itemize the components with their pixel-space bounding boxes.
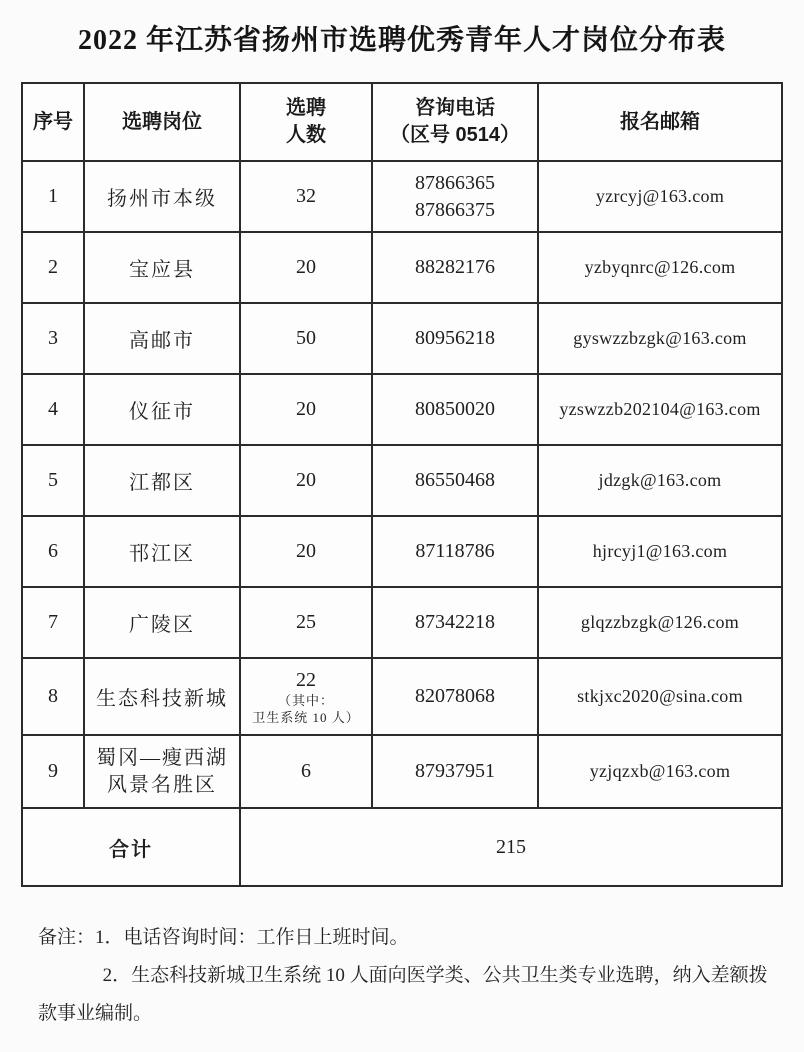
position-line: 风景名胜区 — [107, 773, 217, 796]
header-line: 选聘 — [286, 97, 326, 119]
phone-line: 87866365 — [415, 171, 495, 194]
header-line: 选聘岗位 — [122, 110, 202, 133]
header-line: 咨询电话 — [415, 97, 495, 119]
cell-phone: 82078068 — [372, 658, 538, 735]
cell-count: 20 — [240, 232, 372, 303]
cell-position: 高邮市 — [84, 303, 240, 374]
cell-count: 32 — [240, 161, 372, 232]
cell-email: hjrcyj1@163.com — [538, 516, 782, 587]
cell-position: 邗江区 — [84, 516, 240, 587]
table-row — [22, 735, 782, 808]
cell-no: 7 — [22, 587, 84, 658]
cell-no: 5 — [22, 445, 84, 516]
header-row — [22, 83, 782, 161]
cell-count: 20 — [240, 516, 372, 587]
table-row — [22, 516, 782, 587]
cell-no: 1 — [22, 161, 84, 232]
table-row — [22, 161, 782, 232]
cell-email: gyswzzbzgk@163.com — [538, 303, 782, 374]
count-value: 22 — [296, 668, 316, 691]
cell-count — [240, 658, 372, 735]
note-2: 2．生态科技新城卫生系统 10 人面向医学类、公共卫生类专业选聘，纳入差额拨款事业编制。 — [38, 965, 768, 1024]
cell-phone: 87118786 — [372, 516, 538, 587]
header-cell-no — [22, 83, 84, 161]
total-row — [22, 808, 782, 886]
cell-count: 20 — [240, 374, 372, 445]
cell-count: 25 — [240, 587, 372, 658]
cell-email: yzbyqnrc@126.com — [538, 232, 782, 303]
cell-phone — [372, 161, 538, 232]
notes — [38, 919, 770, 1033]
total-label: 合计 — [22, 808, 240, 886]
cell-email: yzswzzb202104@163.com — [538, 374, 782, 445]
count-note: 卫生系统 10 人） — [252, 709, 360, 725]
header-cell-position — [84, 83, 240, 161]
page — [0, 18, 804, 1052]
cell-phone: 80850020 — [372, 374, 538, 445]
position-line: 蜀冈—瘦西湖 — [96, 746, 228, 769]
cell-no: 6 — [22, 516, 84, 587]
cell-no: 3 — [22, 303, 84, 374]
cell-phone: 86550468 — [372, 445, 538, 516]
table-row — [22, 587, 782, 658]
header-cell-email — [538, 83, 782, 161]
count-note: （其中： — [277, 692, 334, 708]
cell-phone: 88282176 — [372, 232, 538, 303]
cell-count: 6 — [240, 735, 372, 808]
cell-email: glqzzbzgk@126.com — [538, 587, 782, 658]
cell-no: 8 — [22, 658, 84, 735]
cell-position: 广陵区 — [84, 587, 240, 658]
cell-email: yzrcyj@163.com — [538, 161, 782, 232]
header-cell-phone — [372, 83, 538, 161]
header-line: 序号 — [33, 110, 73, 133]
header-line: （区号 0514） — [389, 124, 521, 146]
table-row — [22, 374, 782, 445]
phone-line: 87866375 — [415, 198, 495, 221]
cell-phone: 80956218 — [372, 303, 538, 374]
table-row — [22, 303, 782, 374]
cell-phone: 87342218 — [372, 587, 538, 658]
table-row — [22, 445, 782, 516]
cell-position: 扬州市本级 — [84, 161, 240, 232]
cell-email: yzjqzxb@163.com — [538, 735, 782, 808]
cell-position: 江都区 — [84, 445, 240, 516]
page-title: 2022 年江苏省扬州市选聘优秀青年人才岗位分布表 — [77, 25, 726, 56]
cell-email: jdzgk@163.com — [538, 445, 782, 516]
table-row — [22, 232, 782, 303]
table-row — [22, 658, 782, 735]
cell-no: 4 — [22, 374, 84, 445]
jobs-table — [21, 82, 783, 887]
cell-no: 2 — [22, 232, 84, 303]
cell-email: stkjxc2020@sina.com — [538, 658, 782, 735]
header-line: 报名邮箱 — [620, 110, 700, 133]
cell-phone: 87937951 — [372, 735, 538, 808]
cell-no: 9 — [22, 735, 84, 808]
cell-count: 20 — [240, 445, 372, 516]
total-value: 215 — [240, 808, 782, 886]
cell-count: 50 — [240, 303, 372, 374]
note-1: 备注：1．电话咨询时间：工作日上班时间。 — [38, 927, 409, 948]
header-line: 人数 — [286, 124, 326, 146]
header-cell-count — [240, 83, 372, 161]
cell-position: 宝应县 — [84, 232, 240, 303]
cell-position — [84, 735, 240, 808]
cell-position: 仪征市 — [84, 374, 240, 445]
cell-position: 生态科技新城 — [84, 658, 240, 735]
